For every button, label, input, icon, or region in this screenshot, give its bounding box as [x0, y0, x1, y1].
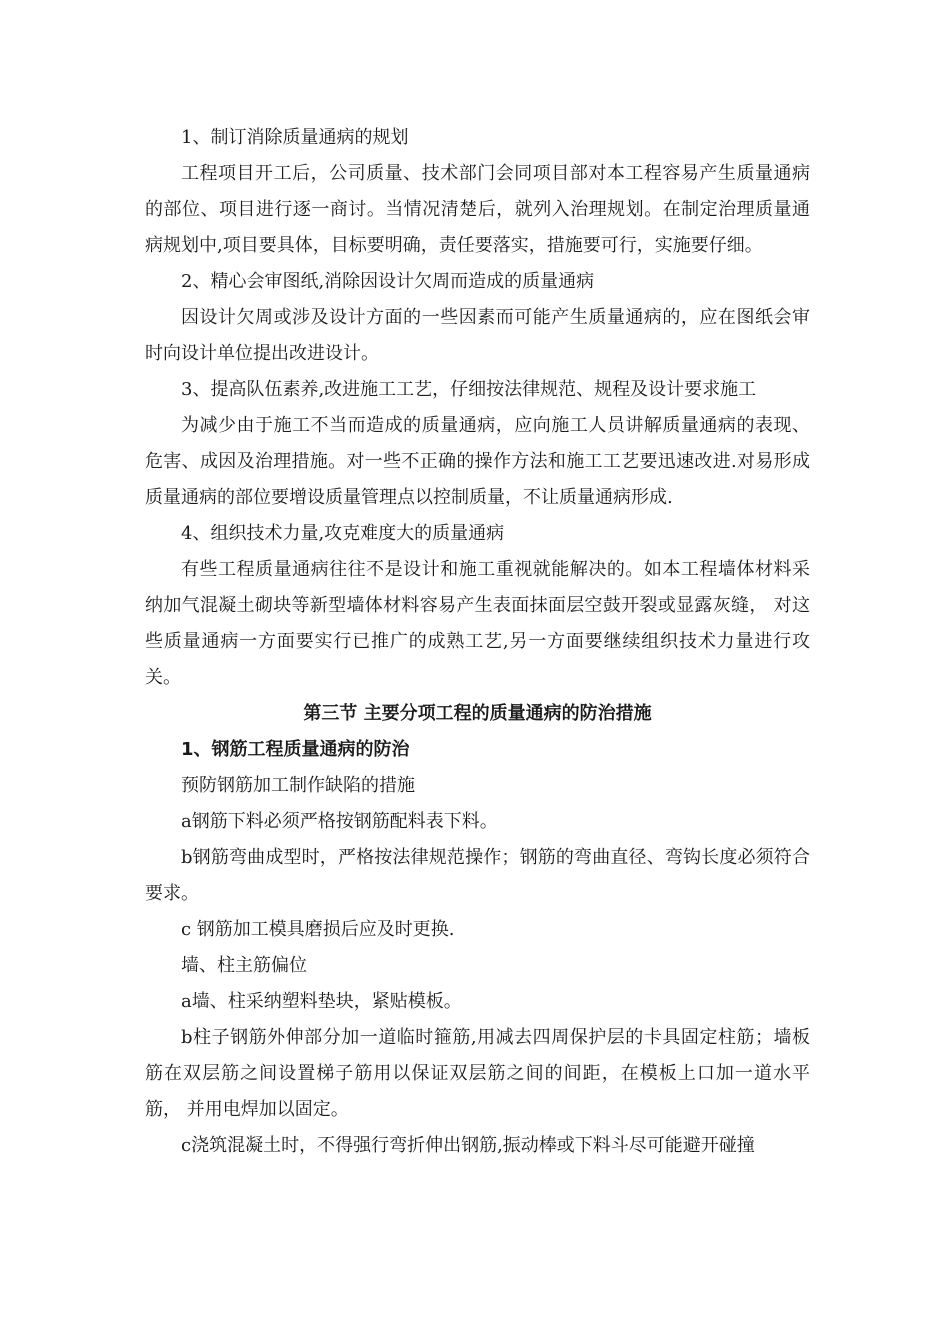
paragraph-offset-heading: 墙、柱主筋偏位: [181, 955, 307, 976]
heading-team-quality: 3、提高队伍素养,改进施工工艺，仔细按法律规范、规程及设计要求施工: [181, 379, 757, 400]
subsection-title: 1、钢筋工程质量通病的防治: [181, 739, 410, 760]
list-item-a-spacers: a墙、柱采纳塑料垫块，紧贴模板。: [181, 991, 462, 1012]
paragraph-technical-force: 有些工程质量通病往往不是设计和施工重视就能解决的。如本工程墙体材料采纳加气混凝土砌块等新型墙体材料容易产生表面抹面层空鼓开裂或显露灰缝， 对这些质量通病一方面要实行已推广的成熟工艺,另一方面要继续组织技术力量进行攻关。: [145, 559, 810, 688]
section-title: 第三节 主要分项工程的质量通病的防治措施: [303, 703, 652, 724]
heading-technical-force: 4、组织技术力量,攻克难度大的质量通病: [181, 523, 505, 544]
heading-drawing-review: 2、精心会审图纸,消除因设计欠周而造成的质量通病: [181, 271, 595, 292]
document-body: [145, 120, 810, 1164]
paragraph-drawing-review: 因设计欠周或涉及设计方面的一些因素而可能产生质量通病的，应在图纸会审时向设计单位提出改进设计。: [145, 307, 810, 364]
list-item-b-stirrups: b柱子钢筋外伸部分加一道临时箍筋,用减去四周保护层的卡具固定柱筋；墙板筋在双层筋之间设置梯子筋用以保证双层筋之间的间距，在模板上口加一道水平筋， 并用电焊加以固定。: [145, 1027, 810, 1120]
list-item-b-bending: b钢筋弯曲成型时，严格按法律规范操作；钢筋的弯曲直径、弯钩长度必须符合要求。: [145, 847, 810, 904]
paragraph-team-quality: 为减少由于施工不当而造成的质量通病，应向施工人员讲解质量通病的表现、危害、成因及治理措施。对一些不正确的操作方法和施工工艺要迅速改进.对易形成质量通病的部位要增设质量管理点以控制质量，不让质量通病形成.: [145, 415, 810, 508]
heading-plan: 1、制订消除质量通病的规划: [181, 127, 409, 148]
list-item-c-pouring: c浇筑混凝土时，不得强行弯折伸出钢筋,振动棒或下料斗尽可能避开碰撞: [181, 1135, 755, 1156]
paragraph-plan: 工程项目开工后，公司质量、技术部门会同项目部对本工程容易产生质量通病的部位、项目进行逐一商讨。当情况清楚后，就列入治理规划。在制定治理质量通病规划中,项目要具体，目标要明确，责任要落实，措施要可行，实施要仔细。: [145, 163, 810, 256]
list-item-c-molds: c 钢筋加工模具磨损后应及时更换.: [181, 919, 455, 940]
list-item-a-cutting: a钢筋下料必须严格按钢筋配料表下料。: [181, 811, 498, 832]
paragraph-prevention-heading: 预防钢筋加工制作缺陷的措施: [181, 775, 415, 796]
